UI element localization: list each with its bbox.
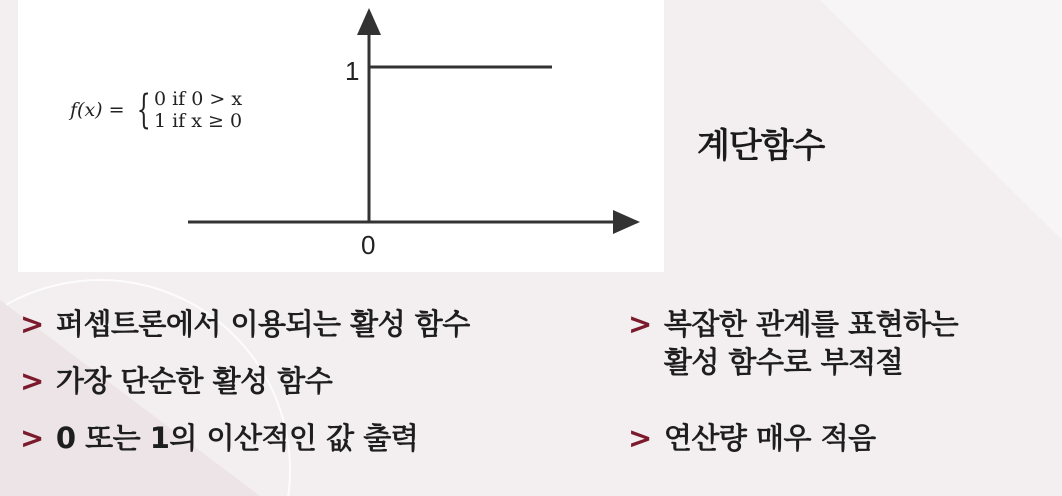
left-bullet-text: 퍼셉트론에서 이용되는 활성 함수 — [55, 307, 470, 341]
formula-equals: = — [108, 99, 125, 121]
left-bullet-text: 가장 단순한 활성 함수 — [55, 364, 333, 398]
left-bullet-3 — [20, 419, 418, 457]
right-bullet-2 — [628, 419, 876, 457]
step-function-plot — [18, 0, 664, 272]
slide-title: 계단함수 — [697, 126, 825, 166]
right-bullet-text: 연산량 매우 적음 — [663, 421, 876, 455]
right-bullet-line-2: 활성 함수로 부적절 — [663, 345, 904, 379]
y-tick-label: 1 — [345, 56, 360, 86]
bullet-chevron-icon: > — [628, 421, 652, 455]
formula-case-1: 0 if 0 > x — [153, 88, 243, 110]
right-bullet-lines — [664, 305, 958, 381]
x-tick-label: 0 — [361, 230, 376, 260]
formula-case-2: 1 if x ≥ 0 — [153, 110, 243, 132]
right-bullet-1 — [628, 305, 958, 381]
left-bullet-1 — [20, 305, 470, 343]
formula-brace: { — [136, 87, 151, 133]
right-bullet-line-1: 복잡한 관계를 표현하는 — [663, 307, 959, 341]
left-bullet-text: 0 또는 1의 이산적인 값 출력 — [55, 421, 419, 455]
bullet-chevron-icon: > — [20, 364, 44, 398]
bullet-chevron-icon: > — [20, 421, 44, 455]
step-function-formula — [70, 88, 242, 132]
formula-lhs: f(x) — [70, 99, 103, 121]
left-bullet-2 — [20, 362, 332, 400]
formula-cases — [154, 88, 242, 132]
bullet-chevron-icon: > — [628, 307, 652, 341]
step-function-figure — [18, 0, 664, 272]
bullet-chevron-icon: > — [20, 307, 44, 341]
